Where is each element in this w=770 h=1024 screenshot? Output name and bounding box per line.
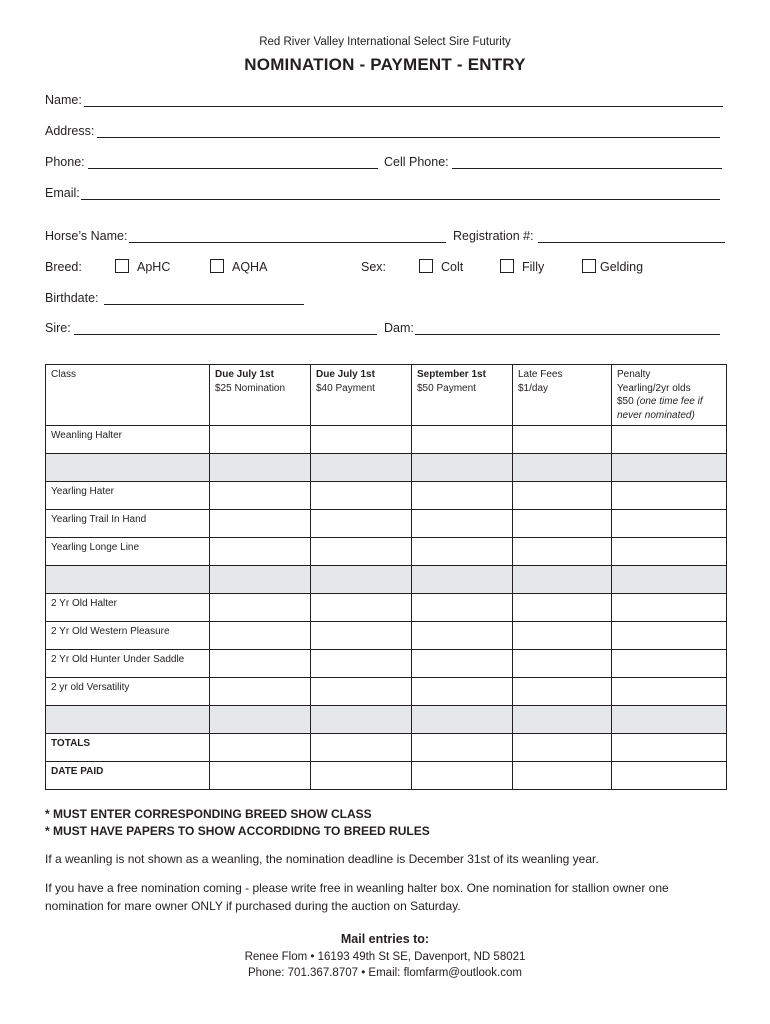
contact-info: Phone: 701.367.8707 • Email: flomfarm@outlook.com <box>248 967 522 979</box>
entry-cell[interactable] <box>612 482 727 510</box>
gelding-checkbox[interactable] <box>582 259 596 273</box>
entry-cell[interactable] <box>210 622 311 650</box>
entry-cell[interactable] <box>311 706 412 734</box>
class-cell <box>46 510 210 538</box>
class-header: Class <box>46 365 210 426</box>
dam-label: Dam: <box>384 321 414 335</box>
entry-cell[interactable] <box>612 678 727 706</box>
entry-cell[interactable] <box>513 650 612 678</box>
entry-cell[interactable] <box>412 706 513 734</box>
class-cell <box>46 454 210 482</box>
entry-cell[interactable] <box>311 482 412 510</box>
entry-cell[interactable] <box>612 734 727 762</box>
class-label: 2 Yr Old Halter <box>51 598 117 609</box>
class-cell <box>46 762 210 790</box>
entry-cell[interactable] <box>412 482 513 510</box>
free-nomination-note-line2: nomination for mare owner ONLY if purchased during the auction on Saturday. <box>45 899 461 913</box>
entry-cell[interactable] <box>513 678 612 706</box>
entry-cell[interactable] <box>311 454 412 482</box>
payment-50-header: September 1st $50 Payment <box>412 365 513 426</box>
class-label: 2 Yr Old Western Pleasure <box>51 626 170 637</box>
entry-cell[interactable] <box>311 566 412 594</box>
entry-cell[interactable] <box>311 538 412 566</box>
table-row <box>46 622 727 650</box>
table-row <box>46 538 727 566</box>
entry-cell[interactable] <box>513 510 612 538</box>
entry-cell[interactable] <box>513 454 612 482</box>
filly-label: Filly <box>522 260 545 274</box>
dam-field[interactable] <box>415 334 720 335</box>
entry-cell[interactable] <box>412 678 513 706</box>
entry-cell[interactable] <box>412 426 513 454</box>
class-cell <box>46 538 210 566</box>
phone-label: Phone: <box>45 155 85 169</box>
colt-checkbox[interactable] <box>419 259 433 273</box>
class-cell <box>46 678 210 706</box>
name-label: Name: <box>45 93 82 107</box>
class-cell <box>46 622 210 650</box>
table-spacer-row <box>46 566 727 594</box>
entry-cell[interactable] <box>311 734 412 762</box>
form-title: NOMINATION - PAYMENT - ENTRY <box>244 55 526 74</box>
class-label: Weanling Halter <box>51 430 122 441</box>
table-row <box>46 678 727 706</box>
sex-label: Sex: <box>361 260 387 274</box>
entry-cell[interactable] <box>210 482 311 510</box>
class-label: 2 yr old Versatility <box>51 682 130 693</box>
name-field[interactable] <box>84 106 723 107</box>
entry-cell[interactable] <box>412 650 513 678</box>
birthdate-label: Birthdate: <box>45 291 99 305</box>
payment-40-header: Due July 1st $40 Payment <box>311 365 412 426</box>
nomination-fee-header: Due July 1st $25 Nomination <box>210 365 311 426</box>
cell-phone-label: Cell Phone: <box>384 155 449 169</box>
class-label: 2 Yr Old Hunter Under Saddle <box>51 654 185 665</box>
phone-field[interactable] <box>88 168 378 169</box>
entry-cell[interactable] <box>513 482 612 510</box>
entry-cell[interactable] <box>612 650 727 678</box>
entry-cell[interactable] <box>210 650 311 678</box>
class-label: Yearling Longe Line <box>51 542 140 553</box>
entry-cell[interactable] <box>412 762 513 790</box>
entry-cell[interactable] <box>612 538 727 566</box>
penalty-header: Penalty Yearling/2yr olds $50 (one time fee if never nominated) <box>612 365 727 426</box>
entry-cell[interactable] <box>513 594 612 622</box>
table-row <box>46 510 727 538</box>
entry-cell[interactable] <box>412 454 513 482</box>
entry-cell[interactable] <box>210 706 311 734</box>
entry-cell[interactable] <box>513 566 612 594</box>
gelding-label: Gelding <box>600 260 644 274</box>
entry-cell[interactable] <box>612 566 727 594</box>
entry-cell[interactable] <box>311 622 412 650</box>
table-spacer-row <box>46 454 727 482</box>
table-spacer-row <box>46 706 727 734</box>
entry-cell[interactable] <box>513 426 612 454</box>
aqha-label: AQHA <box>232 260 268 274</box>
entry-cell[interactable] <box>612 594 727 622</box>
entry-cell[interactable] <box>412 734 513 762</box>
mail-entries-heading: Mail entries to: <box>340 932 430 946</box>
weanling-deadline-note: If a weanling is not shown as a weanling, the nomination deadline is December 31st of its weanling year. <box>45 852 599 866</box>
email-field[interactable] <box>81 199 720 200</box>
entry-cell[interactable] <box>513 622 612 650</box>
entry-table <box>45 364 727 790</box>
entry-cell[interactable] <box>311 762 412 790</box>
entry-cell[interactable] <box>412 510 513 538</box>
sire-field[interactable] <box>74 334 377 335</box>
papers-notice: * MUST HAVE PAPERS TO SHOW ACCORDIDNG TO BREED RULES <box>45 824 430 838</box>
class-label: Yearling Hater <box>51 486 115 497</box>
entry-cell[interactable] <box>311 510 412 538</box>
entry-cell[interactable] <box>513 538 612 566</box>
birthdate-field[interactable] <box>104 304 304 305</box>
cell-phone-field[interactable] <box>452 168 722 169</box>
entry-cell[interactable] <box>412 622 513 650</box>
late-fees-header: Late Fees $1/day <box>513 365 612 426</box>
entry-cell[interactable] <box>210 678 311 706</box>
class-cell <box>46 706 210 734</box>
registration-label: Registration #: <box>453 229 534 243</box>
breed-label: Breed: <box>45 260 82 274</box>
class-cell <box>46 566 210 594</box>
class-cell <box>46 734 210 762</box>
aphc-label: ApHC <box>137 260 171 274</box>
entry-cell[interactable] <box>311 650 412 678</box>
class-cell <box>46 650 210 678</box>
table-row <box>46 650 727 678</box>
table-row <box>46 594 727 622</box>
horse-name-label: Horse’s Name: <box>45 229 128 243</box>
organization-title: Red River Valley International Select Sire Futurity <box>259 36 511 48</box>
entry-cell[interactable] <box>612 762 727 790</box>
entry-cell[interactable] <box>210 734 311 762</box>
class-cell <box>46 426 210 454</box>
table-row <box>46 734 727 762</box>
entry-cell[interactable] <box>513 734 612 762</box>
address-label: Address: <box>45 124 95 138</box>
class-label: DATE PAID <box>51 766 104 777</box>
colt-label: Colt <box>441 260 464 274</box>
entry-cell[interactable] <box>412 566 513 594</box>
table-header-row <box>46 365 727 426</box>
aphc-checkbox[interactable] <box>115 259 129 273</box>
entry-cell[interactable] <box>210 538 311 566</box>
class-cell <box>46 482 210 510</box>
entry-cell[interactable] <box>513 706 612 734</box>
table-row <box>46 426 727 454</box>
entry-cell[interactable] <box>311 426 412 454</box>
free-nomination-note-line1: If you have a free nomination coming - please write free in weanling halter box. One nomination for stallion owner one <box>45 881 669 895</box>
entry-cell[interactable] <box>210 566 311 594</box>
entry-cell[interactable] <box>210 510 311 538</box>
entry-cell[interactable] <box>210 454 311 482</box>
entry-cell[interactable] <box>412 538 513 566</box>
table-row <box>46 482 727 510</box>
entry-cell[interactable] <box>612 706 727 734</box>
entry-cell[interactable] <box>210 762 311 790</box>
entry-cell[interactable] <box>311 678 412 706</box>
entry-cell[interactable] <box>513 762 612 790</box>
entry-cell[interactable] <box>612 622 727 650</box>
table-row <box>46 762 727 790</box>
aqha-checkbox[interactable] <box>210 259 224 273</box>
entry-cell[interactable] <box>210 594 311 622</box>
entry-cell[interactable] <box>210 426 311 454</box>
class-label: Yearling Trail In Hand <box>51 514 147 525</box>
email-label: Email: <box>45 186 80 200</box>
horse-name-field[interactable] <box>129 242 446 243</box>
address-field[interactable] <box>97 137 720 138</box>
class-cell <box>46 594 210 622</box>
breed-class-notice: * MUST ENTER CORRESPONDING BREED SHOW CLASS <box>45 807 372 821</box>
registration-field[interactable] <box>538 242 725 243</box>
entry-cell[interactable] <box>412 594 513 622</box>
sire-label: Sire: <box>45 321 71 335</box>
entry-cell[interactable] <box>612 454 727 482</box>
entry-cell[interactable] <box>612 426 727 454</box>
entry-cell[interactable] <box>612 510 727 538</box>
mailing-address: Renee Flom • 16193 49th St SE, Davenport, ND 58021 <box>244 951 526 963</box>
class-label: TOTALS <box>51 738 91 749</box>
filly-checkbox[interactable] <box>500 259 514 273</box>
entry-cell[interactable] <box>311 594 412 622</box>
